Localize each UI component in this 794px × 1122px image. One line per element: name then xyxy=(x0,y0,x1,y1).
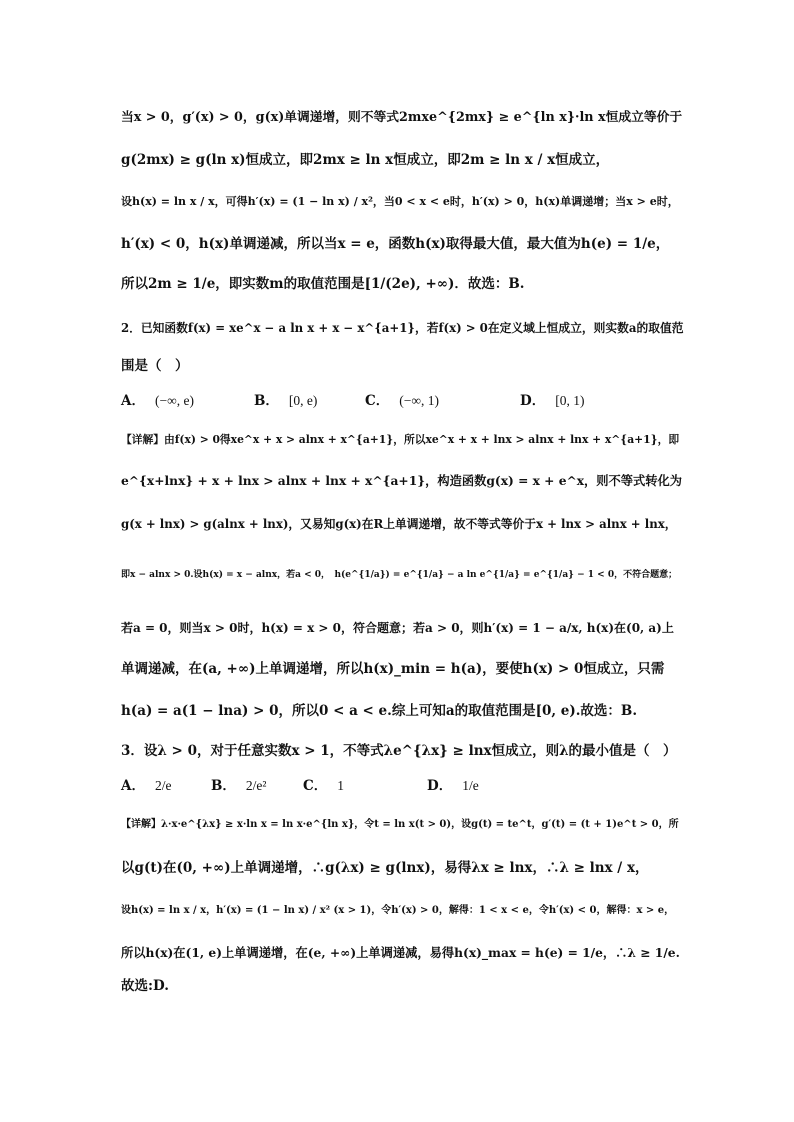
q3-option-a xyxy=(121,774,171,794)
option-letter: B． xyxy=(211,778,236,794)
q3-option-c xyxy=(303,774,344,794)
option-value: (−∞, e) xyxy=(154,393,194,408)
option-value: [0, 1) xyxy=(555,393,585,408)
q2-detail-line-2: e^{x+lnx} + x + lnx > alnx + lnx + x^{a+1}，构造函数g(x) = x + e^x，则不等式转化为 xyxy=(121,473,683,488)
q3-detail-line-2: 以g(t)在(0, +∞)上单调递增，∴g(λx) ≥ g(lnx)，易得λx ≥ lnx，∴λ ≥ lnx / x， xyxy=(121,860,649,876)
option-letter: A． xyxy=(121,778,145,794)
q3-detail-line-5: 故选:D. xyxy=(121,978,169,994)
q3-detail-line-1: 【详解】λ·x·e^{λx} ≥ x·ln x = ln x·e^{ln x}，令t = ln x(t > 0)，设g(t) = te^t，g′(t) = (t + 1)e^t > 0，所 xyxy=(121,819,679,830)
option-value: (−∞, 1) xyxy=(399,393,439,408)
q2-option-a xyxy=(121,389,194,409)
solution-line-3: 设h(x) = ln x / x，可得h′(x) = (1 − ln x) / x²，当0 < x < e时，h′(x) > 0，h(x)单调递增；当x > e时， xyxy=(121,195,679,208)
option-value: 2/e xyxy=(154,778,172,793)
option-letter: C． xyxy=(365,393,390,409)
question-2-line-2: 围是（ ） xyxy=(121,358,189,374)
option-value: 2/e² xyxy=(245,778,267,793)
question-3-line: 3．设λ > 0，对于任意实数x > 1，不等式λe^{λx} ≥ lnx恒成立，则λ的最小值是（ ） xyxy=(121,743,677,759)
solution-line-5: 所以2m ≥ 1/e，即实数m的取值范围是[1/(2e), +∞)．故选：B. xyxy=(121,276,525,292)
q2-detail-line-7: h(a) = a(1 − lna) > 0，所以0 < a < e.综上可知a的取值范围是[0, e).故选：B. xyxy=(121,703,638,719)
question-2-line-1: 2．已知函数f(x) = xe^x − a ln x + x − x^{a+1}，若f(x) > 0在定义域上恒成立，则实数a的取值范 xyxy=(121,321,684,335)
q3-option-d xyxy=(427,774,479,794)
q2-detail-line-1: 【详解】由f(x) > 0得xe^x + x > alnx + x^{a+1}，所以xe^x + x + lnx > alnx + lnx + x^{a+1}，即 xyxy=(121,433,680,446)
q2-option-c xyxy=(365,389,439,409)
option-value: 1/e xyxy=(462,778,479,793)
q2-detail-line-4: 即x − alnx > 0.设h(x) = x − alnx，若a < 0， h(e^{1/a}) = e^{1/a} − a ln e^{1/a} = e^{1/a} − 1 < 0，不符合题意； xyxy=(121,570,678,580)
solution-line-1: 当x > 0，g′(x) > 0，g(x)单调递增，则不等式2mxe^{2mx} ≥ e^{ln x}·ln x恒成立等价于 xyxy=(121,110,683,125)
q2-detail-line-6: 单调递减，在(a, +∞)上单调递增，所以h(x)_min = h(a)，要使h(x) > 0恒成立，只需 xyxy=(121,661,665,677)
option-letter: D． xyxy=(520,393,546,409)
option-letter: C． xyxy=(303,778,328,794)
option-value: 1 xyxy=(337,778,344,793)
solution-line-2: g(2mx) ≥ g(ln x)恒成立，即2mx ≥ ln x恒成立，即2m ≥ ln x / x恒成立， xyxy=(121,152,610,168)
q3-detail-line-4: 所以h(x)在(1, e)上单调递增，在(e, +∞)上单调递减，易得h(x)_max = h(e) = 1/e，∴λ ≥ 1/e. xyxy=(121,945,680,960)
solution-line-4: h′(x) < 0，h(x)单调递减，所以当x = e，函数h(x)取得最大值，最大值为h(e) = 1/e， xyxy=(121,236,670,252)
option-letter: A． xyxy=(121,393,145,409)
option-letter: D． xyxy=(427,778,453,794)
q3-option-b xyxy=(211,774,266,794)
q3-detail-line-3: 设h(x) = ln x / x，h′(x) = (1 − ln x) / x² (x > 1)，令h′(x) > 0，解得：1 < x < e，令h′(x) < 0，解得：x > e， xyxy=(121,905,675,916)
q2-option-b xyxy=(254,389,317,409)
q2-detail-line-3: g(x + lnx) > g(alnx + lnx)，又易知g(x)在R上单调递增，故不等式等价于x + lnx > alnx + lnx， xyxy=(121,517,677,531)
option-value: [0, e) xyxy=(288,393,318,408)
q2-option-d xyxy=(520,389,584,409)
q2-detail-line-5: 若a = 0，则当x > 0时，h(x) = x > 0，符合题意；若a > 0，则h′(x) = 1 − a/x, h(x)在(0, a)上 xyxy=(121,621,674,635)
option-letter: B． xyxy=(254,393,279,409)
